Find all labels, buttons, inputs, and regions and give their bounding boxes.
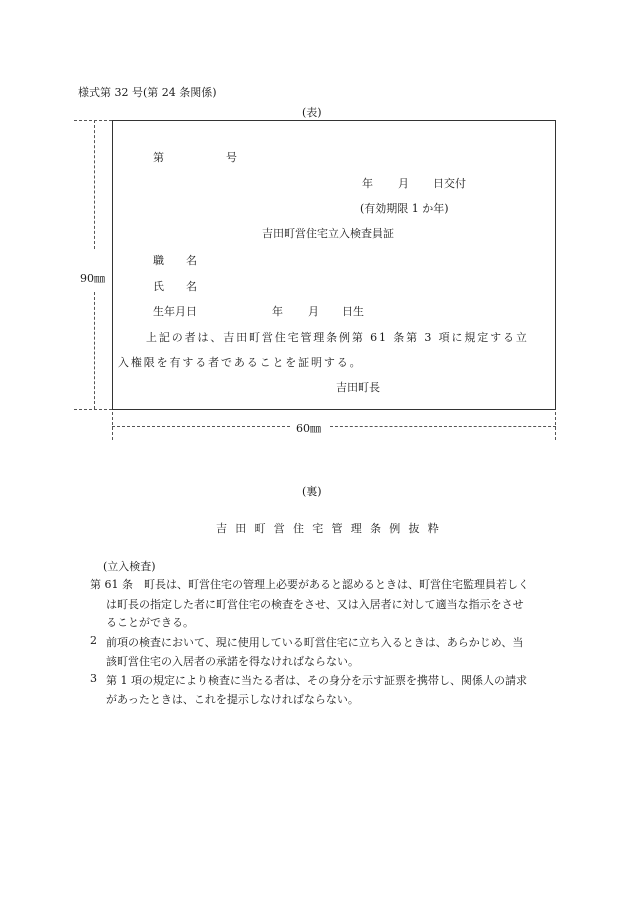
article-line-3: ることができる。 [106,616,194,629]
issue-month: 月 [398,177,409,190]
item-2-number: 2 [90,634,97,647]
back-title: 吉田町営住宅管理条例抜粋 [216,522,447,535]
article-line-2: は町長の指定した者に町営住宅の検査をさせ、又は入居者に対して適当な指示をさせ [106,598,524,611]
item-3-line-1: 第 1 項の規定により検査に当たる者は、その身分を示す証票を携帯し、関係人の請求 [106,674,527,687]
width-label: 60㎜ [296,422,321,435]
height-guide-bottom [74,409,112,410]
dob-month: 月 [308,305,319,318]
height-guide-top [74,120,112,121]
height-label: 90㎜ [80,272,105,285]
dob-label: 生年月日 [153,305,197,318]
field-title-label: 職 名 [153,254,197,267]
form-number: 様式第 32 号(第 24 条関係) [78,86,217,99]
front-side-label: (表) [302,106,322,119]
height-guide-line-lower [94,292,95,409]
height-guide-line-upper [94,120,95,249]
back-side-label: (裏) [302,485,322,498]
item-2-line-2: 該町営住宅の入居者の承諾を得なければならない。 [106,655,359,668]
width-guide-line-left [112,426,290,427]
item-2-line-1: 前項の検査において、現に使用している町営住宅に立ち入るときは、あらかじめ、当 [106,636,524,649]
issue-year: 年 [362,177,373,190]
statement-line-2: 入権限を有する者であることを証明する。 [118,356,363,369]
number-prefix: 第 [153,151,164,164]
validity: (有効期限 1 か年) [360,202,449,215]
field-name-label: 氏 名 [153,280,197,293]
number-suffix: 号 [226,151,237,164]
statement-line-1: 上記の者は、吉田町営住宅管理条例第 61 条第 3 項に規定する立 [146,331,529,344]
issue-day: 日交付 [433,177,466,190]
item-3-number: 3 [90,672,97,685]
card-title: 吉田町営住宅立入検査員証 [262,227,394,240]
item-3-line-2: があったときは、これを提示しなければならない。 [106,693,359,706]
article-line-1: 第 61 条 町長は、町営住宅の管理上必要があると認めるときは、町営住宅監理員若しく [90,578,529,591]
issuer: 吉田町長 [336,381,380,394]
back-heading: (立入検査) [103,560,156,573]
width-guide-line-right [330,426,556,427]
dob-year: 年 [272,305,283,318]
dob-day: 日生 [342,305,364,318]
